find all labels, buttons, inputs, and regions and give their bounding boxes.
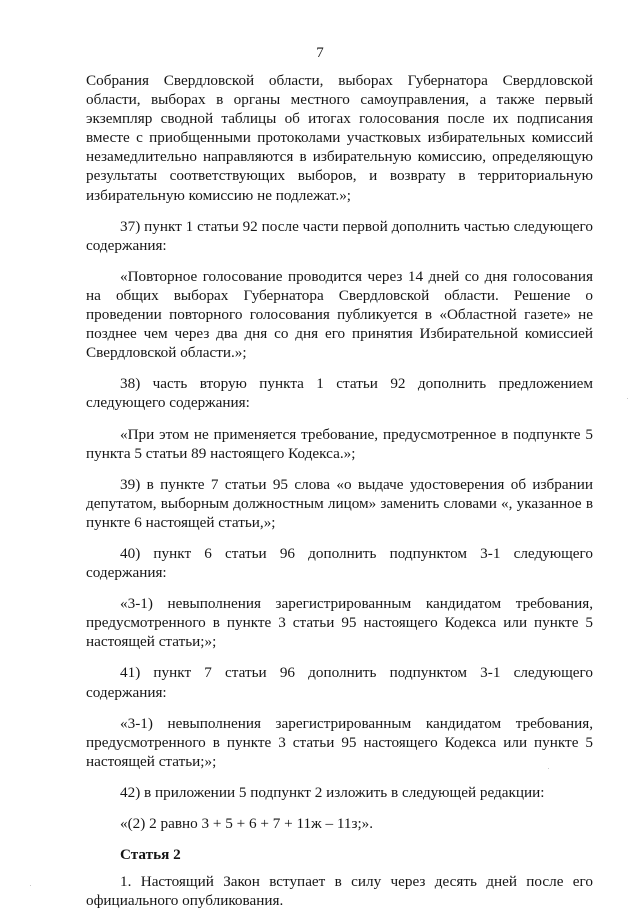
- paragraph-item-39: 39) в пункте 7 статьи 95 слова «о выдаче удостоверения об избрании депутатом, выборным должностным лицом» заменить словами «, указанное в пункте 6 настоящей статьи,»;: [86, 475, 593, 531]
- paragraph-article-2-item-1: 1. Настоящий Закон вступает в силу через десять дней после его официального опубликования.: [86, 873, 593, 910]
- scan-speck: [30, 885, 31, 886]
- paragraph-continuation: Собрания Свердловской области, выборах Губернатора Свердловской области, выборах в органы местного самоуправления, а также первый экземпляр сводной таблицы об итогах голосования после их подписания вместе с приобщенными протоколами участковых избирательных комиссий незамедлительно направляются в избирательную комиссию, определяющую результаты соответствующих выборов, и возврату в территориальную избирательную комиссию не подлежат.»;: [86, 72, 593, 204]
- paragraph-quote-38: «При этом не применяется требование, предусмотренное в подпункте 5 пункта 5 статьи 89 настоящего Кодекса.»;: [86, 425, 593, 462]
- paragraph-item-37: 37) пункт 1 статьи 92 после части первой дополнить частью следующего содержания:: [86, 217, 593, 254]
- paragraph-quote-41: «3-1) невыполнения зарегистрированным кандидатом требования, предусмотренного в пункте 3 статьи 95 настоящего Кодекса или пункте 5 настоящей статьи;»;: [86, 714, 593, 770]
- page-number: 7: [316, 45, 324, 61]
- scan-speck: [627, 398, 628, 399]
- paragraph-item-41: 41) пункт 7 статьи 96 дополнить подпунктом 3-1 следующего содержания:: [86, 664, 593, 701]
- paragraph-item-42: 42) в приложении 5 подпункт 2 изложить в следующей редакции:: [120, 783, 545, 801]
- paragraph-item-40: 40) пункт 6 статьи 96 дополнить подпунктом 3-1 следующего содержания:: [86, 544, 593, 582]
- article-heading: Статья 2: [120, 846, 181, 864]
- paragraph-quote-40: «3-1) невыполнения зарегистрированным кандидатом требования, предусмотренного в пункте 3 статьи 95 настоящего Кодекса или пункте 5 настоящей статьи;»;: [86, 595, 593, 651]
- paragraph-item-38: 38) часть вторую пункта 1 статьи 92 дополнить предложением следующего содержания:: [86, 375, 593, 412]
- paragraph-quote-42: «(2) 2 равно 3 + 5 + 6 + 7 + 11ж – 11з;».: [120, 815, 374, 832]
- paragraph-quote-37: «Повторное голосование проводится через 14 дней со дня голосования на общих выборах Губернатора Свердловской области. Решение о проведении повторного голосования публикуется в «Областной газете» не позднее чем через два дня со дня его принятия Избирательной комиссией Свердловской области.»;: [86, 267, 593, 362]
- document-body: [86, 71, 593, 922]
- scan-speck: [548, 768, 549, 769]
